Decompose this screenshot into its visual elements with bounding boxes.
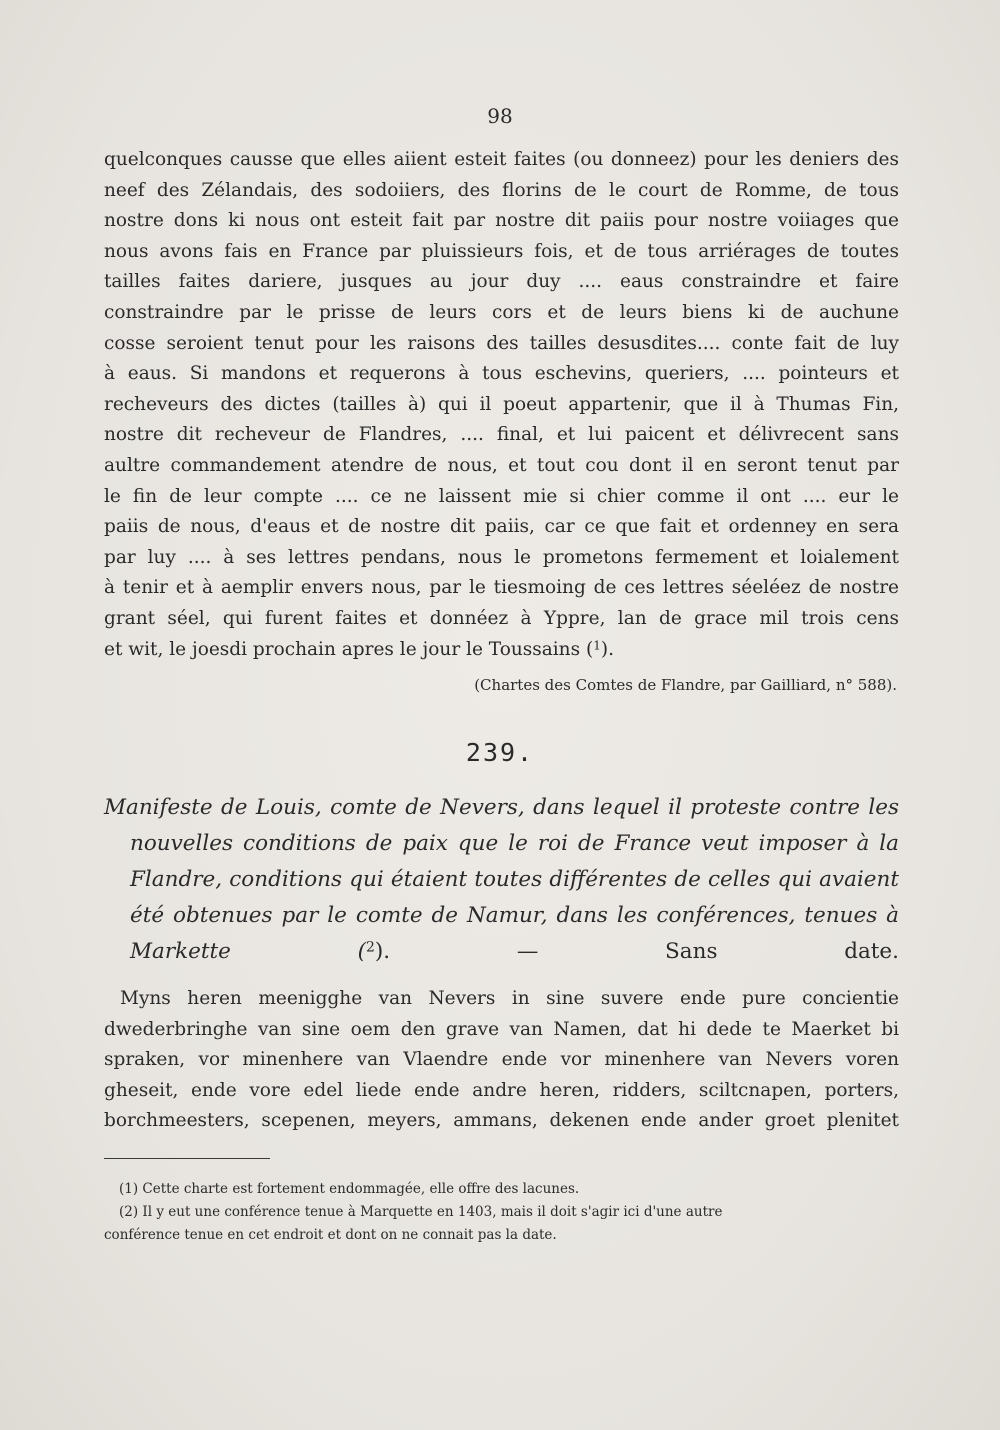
footnote [104, 1201, 899, 1224]
text-line: à eaus. Si mandons et requerons à tous eschevins, queriers, .... pointeurs et [104, 363, 899, 385]
footnote [104, 1178, 899, 1201]
footnotes [104, 1178, 899, 1247]
dutch-line: borchmeesters, scepenen, meyers, ammans, dekenen ende ander groet plenitet [104, 1110, 899, 1131]
heading-last-end: ). [374, 939, 391, 964]
footnote-divider [104, 1158, 270, 1159]
footnote-marker: (1) [119, 1181, 139, 1197]
text-line: constraindre par le prisse de leurs cors et de leurs biens ki de auchune [104, 301, 899, 323]
text-line: nous avons fais en France par pluissieurs fois, et de tous arriérages de toutes [104, 240, 899, 262]
heading-date: — Sans date. [390, 939, 899, 964]
dutch-line: gheseit, ende vore edel liede ende andre heren, ridders, sciltcnapen, porters, [104, 1079, 899, 1101]
text-line-last-body: et wit, le joesdi prochain apres le jour le Toussains ( [104, 638, 594, 660]
heading-line: Flandre, conditions qui étaient toutes différentes de celles qui avaient [130, 867, 899, 892]
page-number: 98 [487, 104, 513, 128]
footnote-marker: (2) [119, 1204, 139, 1220]
text-line: à tenir et à aemplir envers nous, par le tiesmoing de ces lettres séeléez de nostre [104, 577, 899, 599]
heading-line: nouvelles conditions de paix que le roi de France veut imposer à la [130, 831, 899, 856]
text-line: quelconques causse que elles aiient esteit faites (ou donneez) pour les deniers des [104, 149, 899, 170]
heading-last-text: Markette ( [130, 939, 366, 964]
text-line: neef des Zélandais, des sodoiiers, des florins de le court de Romme, de tous [104, 179, 899, 201]
footnote-text: Il y eut une conférence tenue à Marquette en 1403, mais il doit s'agir ici d'une autre [142, 1204, 723, 1220]
dutch-line: dwederbringhe van sine oem den grave van Namen, dat hi dede te Maerket bi [104, 1018, 899, 1040]
dutch-line: Myns heren meenigghe van Nevers in sine suvere ende pure concientie [120, 988, 899, 1009]
text-line-last [104, 635, 899, 666]
text-line-last-end: ). [600, 638, 614, 660]
text-line: aultre commandement atendre de nous, et tout cou dont il en seront tenut par [104, 454, 899, 476]
document-number: 239. [465, 738, 535, 767]
dutch-line: spraken, vor minenhere van Vlaendre ende vor minenhere van Nevers voren [104, 1049, 899, 1070]
footnote-reference: 2 [365, 939, 375, 956]
footnote-reference: 1 [593, 638, 601, 653]
document-heading [104, 790, 899, 970]
text-line: par luy .... à ses lettres pendans, nous le prometons fermement et loialement [104, 546, 899, 568]
text-line: le fin de leur compte .... ce ne laissent mie si chier comme il ont .... eur le [104, 485, 899, 507]
heading-line-last [104, 934, 899, 970]
text-line: paiis de nous, d'eaus et de nostre dit paiis, car ce que fait et ordenney en sera [104, 516, 899, 538]
source-citation: (Chartes des Comtes de Flandre, par Gailliard, n° 588). [474, 676, 897, 694]
text-line: cosse seroient tenut pour les raisons des tailles desusdites.... conte fait de luy [104, 332, 899, 354]
footnote-text: Cette charte est fortement endommagée, elle offre des lacunes. [142, 1181, 580, 1197]
text-line: grant séel, qui furent faites et donnéez à Yppre, lan de grace mil trois cens [104, 607, 899, 629]
text-line: recheveurs des dictes (tailles à) qui il poeut appartenir, que il à Thumas Fin, [104, 393, 899, 415]
text-line: nostre dons ki nous ont esteit fait par nostre dit paiis pour nostre voiiages que [104, 210, 899, 232]
footnote-continuation: conférence tenue en cet endroit et dont on ne connait pas la date. [104, 1227, 557, 1243]
text-line: tailles faites dariere, jusques au jour duy .... eaus constraindre et faire [104, 271, 899, 293]
text-line: nostre dit recheveur de Flandres, .... final, et lui paicent et délivrecent sans [104, 424, 899, 446]
heading-line: été obtenues par le comte de Namur, dans les conférences, tenues à [130, 903, 899, 928]
dutch-text [104, 984, 899, 1137]
charter-text [104, 145, 899, 665]
heading-line: Manifeste de Louis, comte de Nevers, dans lequel il proteste contre les [104, 795, 899, 820]
